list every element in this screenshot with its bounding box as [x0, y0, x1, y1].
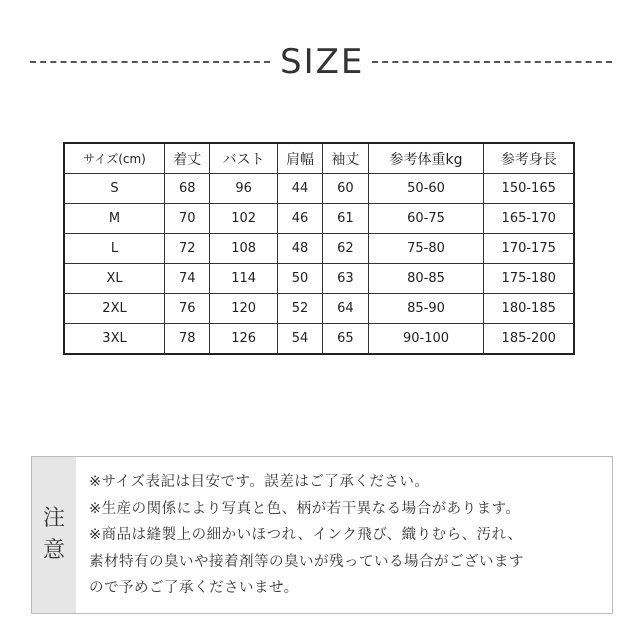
notice-label-char: 意 — [42, 538, 65, 563]
notice-line: ※サイズ表記は目安です。誤差はご了承ください。 — [89, 474, 430, 490]
table-cell: 64 — [323, 294, 368, 324]
size-label-cell: M — [64, 204, 165, 234]
table-row — [64, 264, 574, 294]
table-cell: 165-170 — [484, 204, 574, 234]
header-sleeve: 袖丈 — [323, 143, 368, 174]
table-cell: 72 — [165, 234, 210, 264]
table-row — [64, 204, 574, 234]
table-cell: 48 — [277, 234, 322, 264]
size-label-cell: XL — [64, 264, 165, 294]
header-bust: バスト — [210, 143, 277, 174]
table-cell: 54 — [277, 324, 322, 355]
table-cell: 126 — [210, 324, 277, 355]
notice-line: ※商品は縫製上の細かいほつれ、インク飛び、織りむら、汚れ、 — [89, 527, 523, 543]
header-size: サイズ(cm) — [64, 143, 165, 174]
table-header-row — [64, 143, 574, 174]
header-length: 着丈 — [165, 143, 210, 174]
header-height: 参考身長 — [484, 143, 574, 174]
table-cell: 62 — [323, 234, 368, 264]
table-cell: 170-175 — [484, 234, 574, 264]
table-cell: 90-100 — [368, 324, 484, 355]
table-cell: 76 — [165, 294, 210, 324]
table-cell: 114 — [210, 264, 277, 294]
notice-text — [89, 469, 604, 602]
page-title: SIZE — [280, 42, 365, 82]
header-weight: 参考体重kg — [368, 143, 484, 174]
table-cell: 108 — [210, 234, 277, 264]
title-divider-left — [30, 61, 270, 63]
table-cell: 65 — [323, 324, 368, 355]
size-label-cell: L — [64, 234, 165, 264]
table-cell: 185-200 — [484, 324, 574, 355]
table-row — [64, 324, 574, 355]
size-table — [63, 142, 575, 355]
table-cell: 175-180 — [484, 264, 574, 294]
table-cell: 80-85 — [368, 264, 484, 294]
size-label-cell: 2XL — [64, 294, 165, 324]
notice-box — [31, 456, 613, 614]
notice-label-char: 注 — [42, 506, 65, 531]
notice-line: ので予めご了承くださいませ。 — [89, 580, 299, 596]
table-cell: 46 — [277, 204, 322, 234]
table-cell: 74 — [165, 264, 210, 294]
table-cell: 63 — [323, 264, 368, 294]
title-divider-right — [372, 61, 612, 63]
size-label-cell: 3XL — [64, 324, 165, 355]
table-cell: 180-185 — [484, 294, 574, 324]
size-label-cell: S — [64, 174, 165, 204]
table-cell: 70 — [165, 204, 210, 234]
notice-label — [32, 457, 76, 613]
table-cell: 68 — [165, 174, 210, 204]
table-cell: 102 — [210, 204, 277, 234]
title-row — [0, 40, 640, 84]
notice-line: ※生産の関係により写真と色、柄が若干異なる場合があります。 — [89, 500, 521, 517]
header-shoulder: 肩幅 — [277, 143, 322, 174]
table-cell: 150-165 — [484, 174, 574, 204]
table-cell: 60-75 — [368, 204, 484, 234]
table-cell: 96 — [210, 174, 277, 204]
table-cell: 52 — [277, 294, 322, 324]
table-cell: 78 — [165, 324, 210, 355]
table-cell: 50 — [277, 264, 322, 294]
table-cell: 120 — [210, 294, 277, 324]
table-cell: 50-60 — [368, 174, 484, 204]
table-cell: 85-90 — [368, 294, 484, 324]
table-cell: 75-80 — [368, 234, 484, 264]
table-cell: 44 — [277, 174, 322, 204]
table-row — [64, 174, 574, 204]
table-cell: 60 — [323, 174, 368, 204]
notice-line: 素材特有の臭いや接着剤等の臭いが残っている場合がございます — [89, 553, 524, 570]
table-row — [64, 294, 574, 324]
table-row — [64, 234, 574, 264]
table-cell: 61 — [323, 204, 368, 234]
table-body — [64, 174, 574, 355]
